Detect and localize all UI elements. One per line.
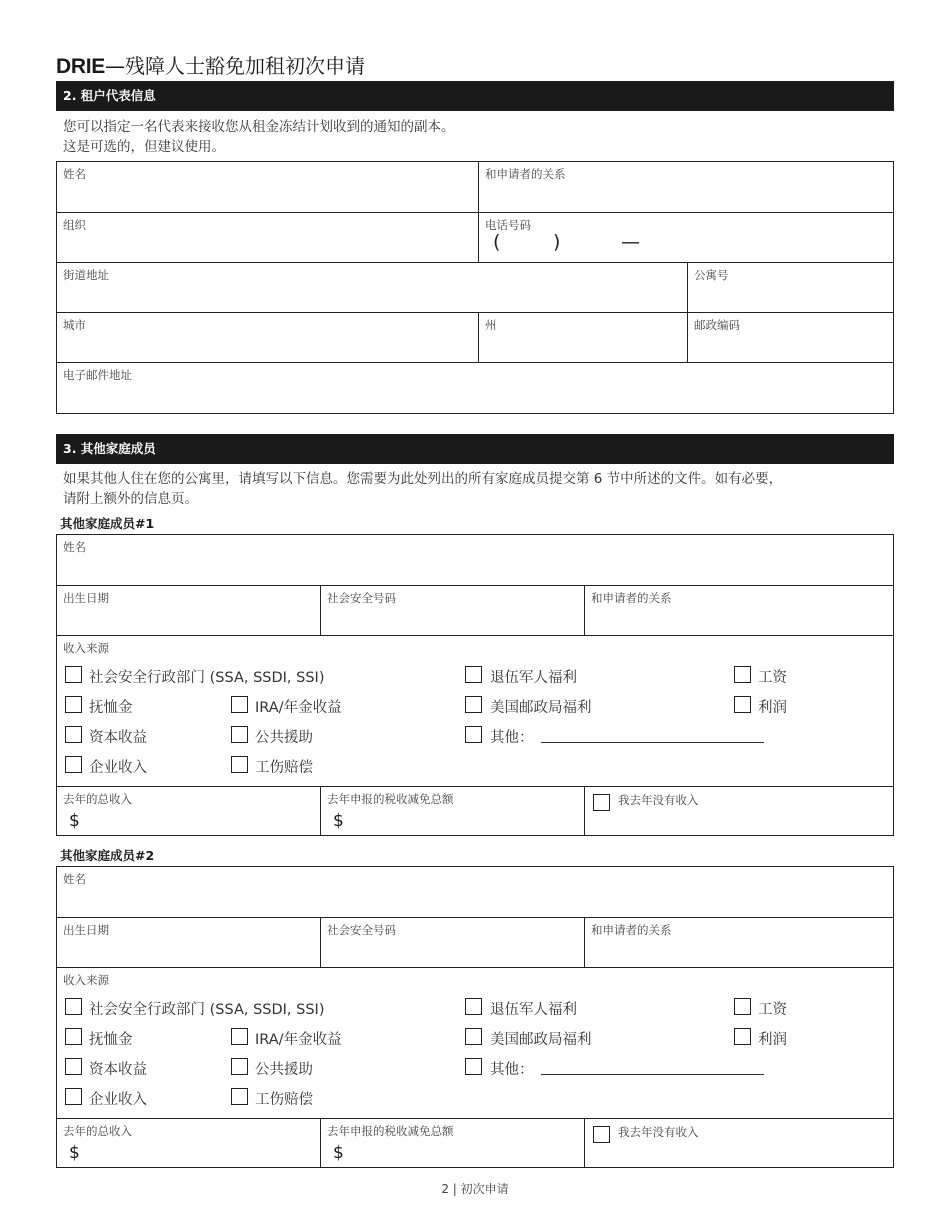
tax-deductions-field[interactable]	[321, 1119, 585, 1167]
checkbox-other[interactable]	[465, 1058, 482, 1075]
checkbox-ira[interactable]	[231, 696, 248, 713]
checkbox-usps[interactable]	[465, 696, 482, 713]
income-sources-label: 收入来源	[63, 641, 109, 655]
option-business-label: 企业收入	[89, 1092, 147, 1108]
phone-dash: —	[621, 231, 640, 253]
rep-relationship-field[interactable]	[479, 162, 893, 212]
phone-close-paren: )	[553, 231, 561, 253]
option-ssa-label: 社会安全行政部门 (SSA, SSDI, SSI)	[89, 670, 325, 686]
income-sources-label: 收入来源	[63, 973, 109, 987]
checkbox-ira[interactable]	[231, 1028, 248, 1045]
option-ira-label: IRA/年金收益	[255, 700, 342, 716]
checkbox-pension[interactable]	[65, 1028, 82, 1045]
member-2-form	[56, 866, 894, 1168]
rep-street-field[interactable]	[57, 263, 688, 312]
page-title	[56, 50, 365, 79]
total-income-currency: $	[69, 811, 80, 831]
option-business-label: 企业收入	[89, 760, 147, 776]
section-3-intro-line2: 请附上额外的信息页。	[63, 490, 198, 507]
member-name-label: 姓名	[63, 872, 86, 886]
total-income-field[interactable]	[57, 1119, 321, 1167]
checkbox-capital-gains[interactable]	[65, 1058, 82, 1075]
income-sources-block	[57, 968, 893, 1119]
section-3-header: 3. 其他家庭成员	[56, 434, 894, 464]
rep-organization-label: 组织	[63, 218, 86, 232]
rep-apt-label: 公寓号	[694, 268, 729, 282]
rep-state-label: 州	[485, 318, 497, 332]
checkbox-capital-gains[interactable]	[65, 726, 82, 743]
rep-city-label: 城市	[63, 318, 86, 332]
section-2-header: 2. 租户代表信息	[56, 81, 894, 111]
option-capital-gains-label: 资本收益	[89, 1062, 147, 1078]
total-income-field[interactable]	[57, 787, 321, 835]
checkbox-ssa[interactable]	[65, 998, 82, 1015]
member-relationship-field[interactable]	[585, 586, 893, 635]
option-veterans-label: 退伍军人福利	[490, 1002, 577, 1018]
rep-city-field[interactable]	[57, 313, 479, 362]
option-pension-label: 抚恤金	[89, 700, 133, 716]
rep-apt-field[interactable]	[688, 263, 893, 312]
checkbox-public-assistance[interactable]	[231, 1058, 248, 1075]
rep-state-field[interactable]	[479, 313, 688, 362]
checkbox-profits[interactable]	[734, 1028, 751, 1045]
rep-phone-label: 电话号码	[485, 218, 531, 232]
tax-deductions-currency: $	[333, 811, 344, 831]
option-ssa-label: 社会安全行政部门 (SSA, SSDI, SSI)	[89, 1002, 325, 1018]
option-pension-label: 抚恤金	[89, 1032, 133, 1048]
checkbox-veterans[interactable]	[465, 666, 482, 683]
option-public-assistance-label: 公共援助	[255, 1062, 313, 1078]
option-profits-label: 利润	[758, 1032, 787, 1048]
section-2-intro-line1: 您可以指定一名代表来接收您从租金冻结计划收到的通知的副本。	[63, 119, 455, 135]
rep-organization-field[interactable]	[57, 213, 479, 262]
member-dob-label: 出生日期	[63, 923, 109, 937]
rep-name-label: 姓名	[63, 167, 86, 181]
checkbox-workers-comp[interactable]	[231, 1088, 248, 1105]
checkbox-veterans[interactable]	[465, 998, 482, 1015]
section-3-intro	[63, 470, 893, 509]
checkbox-other[interactable]	[465, 726, 482, 743]
checkbox-profits[interactable]	[734, 696, 751, 713]
checkbox-no-income[interactable]	[593, 794, 610, 811]
other-income-line[interactable]	[541, 1074, 764, 1075]
rep-relationship-label: 和申请者的关系	[485, 167, 566, 181]
rep-email-label: 电子邮件地址	[63, 368, 132, 382]
total-income-label: 去年的总收入	[63, 1124, 132, 1138]
rep-phone-field[interactable]	[479, 213, 893, 262]
option-workers-comp-label: 工伤赔偿	[255, 1092, 313, 1108]
member-dob-label: 出生日期	[63, 591, 109, 605]
option-other-label: 其他：	[490, 730, 534, 746]
income-sources-block	[57, 636, 893, 787]
member-ssn-field[interactable]	[321, 586, 585, 635]
checkbox-usps[interactable]	[465, 1028, 482, 1045]
member-relationship-field[interactable]	[585, 918, 893, 967]
tax-deductions-field[interactable]	[321, 787, 585, 835]
rep-email-field[interactable]	[57, 363, 893, 412]
no-income-field	[585, 1119, 893, 1167]
representative-form	[56, 161, 894, 414]
member-1-form	[56, 534, 894, 836]
member-dob-field[interactable]	[57, 918, 321, 967]
checkbox-wages[interactable]	[734, 998, 751, 1015]
no-income-label: 我去年没有收入	[618, 793, 699, 807]
tax-deductions-label: 去年申报的税收减免总额	[327, 1124, 454, 1138]
other-income-line[interactable]	[541, 742, 764, 743]
option-wages-label: 工资	[758, 670, 787, 686]
phone-open-paren: (	[493, 231, 501, 253]
member-dob-field[interactable]	[57, 586, 321, 635]
member-2-heading: 其他家庭成员#2	[60, 848, 155, 863]
rep-zip-field[interactable]	[688, 313, 893, 362]
member-relationship-label: 和申请者的关系	[591, 923, 672, 937]
option-public-assistance-label: 公共援助	[255, 730, 313, 746]
option-capital-gains-label: 资本收益	[89, 730, 147, 746]
checkbox-business[interactable]	[65, 1088, 82, 1105]
option-ira-label: IRA/年金收益	[255, 1032, 342, 1048]
member-1-heading: 其他家庭成员#1	[60, 516, 155, 531]
member-name-label: 姓名	[63, 540, 86, 554]
member-name-field[interactable]	[57, 535, 893, 585]
option-other-label: 其他：	[490, 1062, 534, 1078]
page-footer: 2 | 初次申请	[441, 1182, 509, 1196]
option-usps-label: 美国邮政局福利	[490, 1032, 592, 1048]
title-text: —残障人士豁免加租初次申请	[104, 54, 365, 78]
member-name-field[interactable]	[57, 867, 893, 917]
member-ssn-field[interactable]	[321, 918, 585, 967]
tax-deductions-currency: $	[333, 1143, 344, 1163]
member-relationship-label: 和申请者的关系	[591, 591, 672, 605]
checkbox-business[interactable]	[65, 756, 82, 773]
member-ssn-label: 社会安全号码	[327, 591, 396, 605]
rep-street-label: 街道地址	[63, 268, 109, 282]
checkbox-wages[interactable]	[734, 666, 751, 683]
section-2-intro-line2: 这是可选的，但建议使用。	[63, 138, 225, 155]
total-income-label: 去年的总收入	[63, 792, 132, 806]
tax-deductions-label: 去年申报的税收减免总额	[327, 792, 454, 806]
no-income-field	[585, 787, 893, 835]
option-profits-label: 利润	[758, 700, 787, 716]
section-3-intro-line1: 如果其他人住在您的公寓里，请填写以下信息。您需要为此处列出的所有家庭成员提交第 6 节中所述的文件。如有必要，	[63, 471, 783, 487]
option-usps-label: 美国邮政局福利	[490, 700, 592, 716]
title-acronym: DRIE	[56, 55, 105, 78]
section-2-intro	[63, 118, 893, 157]
rep-name-field[interactable]	[57, 162, 479, 212]
checkbox-workers-comp[interactable]	[231, 756, 248, 773]
option-workers-comp-label: 工伤赔偿	[255, 760, 313, 776]
checkbox-ssa[interactable]	[65, 666, 82, 683]
checkbox-pension[interactable]	[65, 696, 82, 713]
checkbox-public-assistance[interactable]	[231, 726, 248, 743]
total-income-currency: $	[69, 1143, 80, 1163]
option-veterans-label: 退伍军人福利	[490, 670, 577, 686]
checkbox-no-income[interactable]	[593, 1126, 610, 1143]
no-income-label: 我去年没有收入	[618, 1125, 699, 1139]
member-ssn-label: 社会安全号码	[327, 923, 396, 937]
rep-zip-label: 邮政编码	[694, 318, 740, 332]
option-wages-label: 工资	[758, 1002, 787, 1018]
